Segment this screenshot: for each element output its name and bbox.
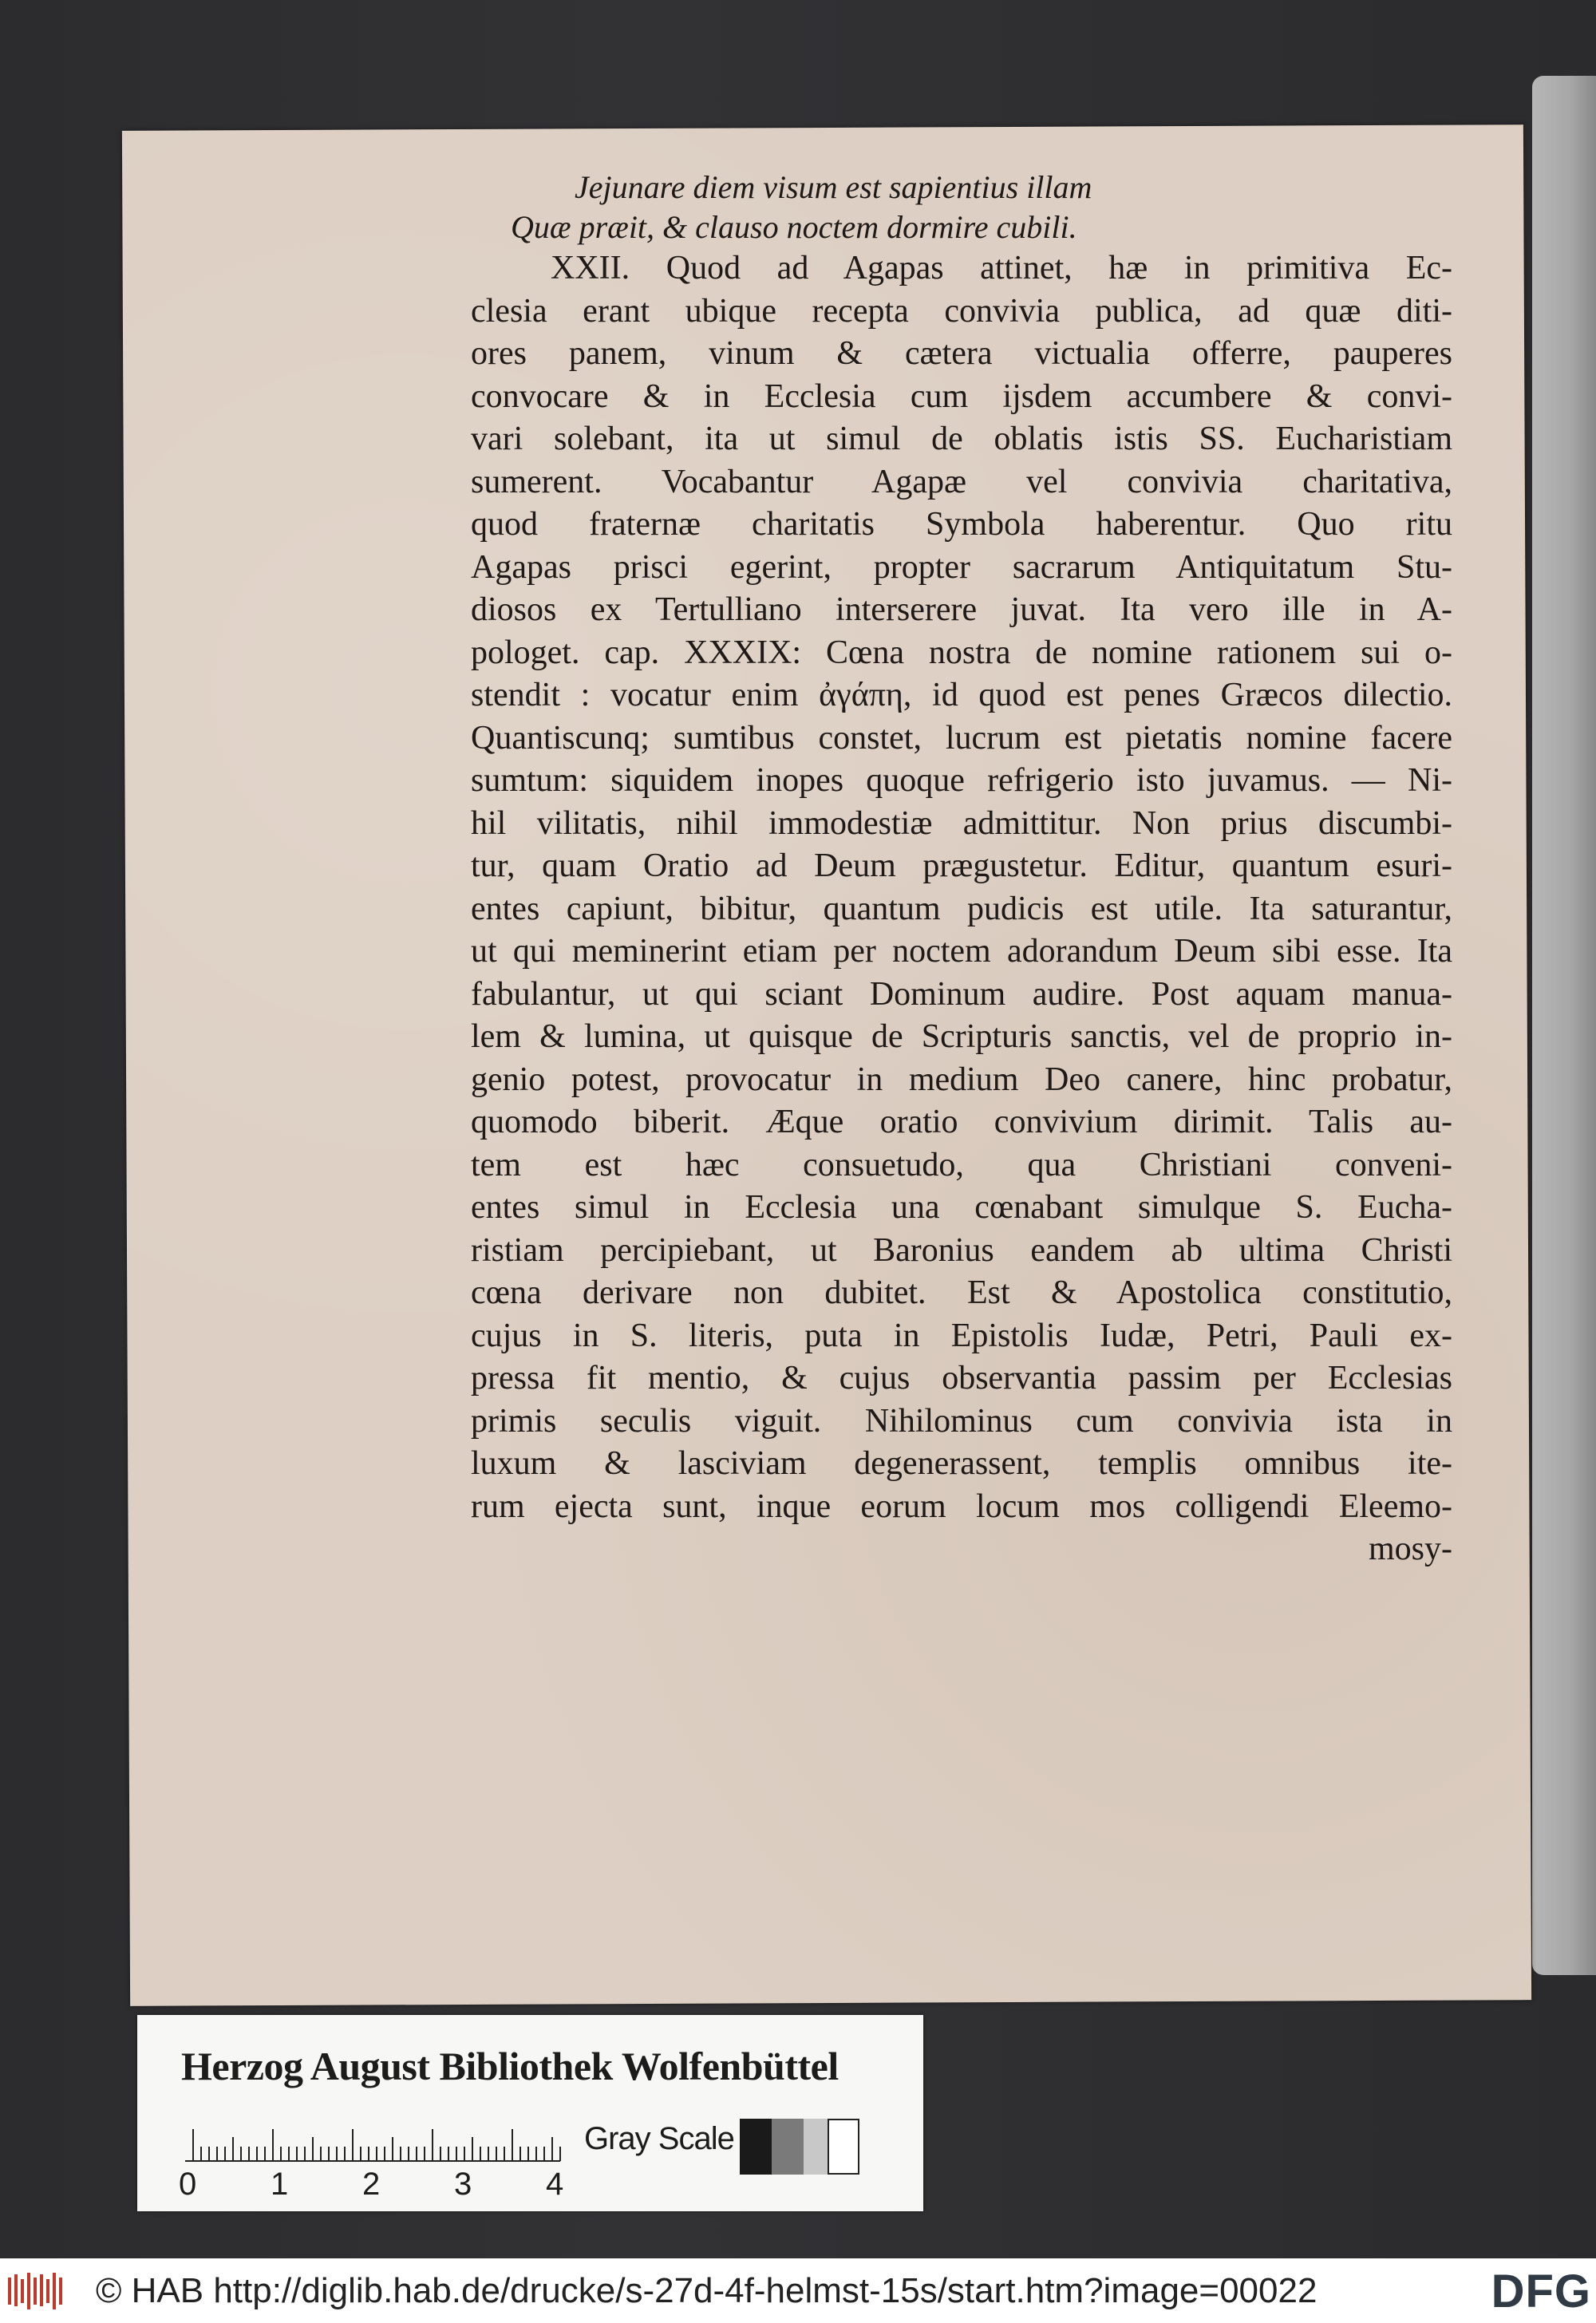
text-line: quod fraternæ charitatis Symbola haberentur. Quo ritu xyxy=(471,506,1452,543)
text-line: diosos ex Tertulliano interserere juvat. Ita vero ille in A- xyxy=(471,591,1452,628)
text-line: convocare & in Ecclesia cum ijsdem accumbere & convi- xyxy=(471,377,1452,415)
text-line: cœna derivare non dubitet. Est & Apostolica constitutio, xyxy=(471,1274,1452,1311)
verse-line-1: Jejunare diem visum est sapientius illam xyxy=(575,169,1092,205)
text-line: entes simul in Ecclesia una cœnabant simulque S. Eucha- xyxy=(471,1189,1452,1226)
text-line: ores panem, vinum & cætera victualia offerre, pauperes xyxy=(471,335,1452,372)
gray-swatch-black xyxy=(740,2119,772,2175)
text-line: luxum & lasciviam degenerassent, templis omnibus ite- xyxy=(471,1445,1452,1482)
text-line: primis seculis viguit. Nihilominus cum convivia ista in xyxy=(471,1402,1452,1440)
body-paragraph xyxy=(335,247,1452,1528)
footer-bar xyxy=(0,2258,1596,2323)
verse-line-2: Quæ præit, & clauso noctem dormire cubili. xyxy=(511,209,1077,245)
text-line: vari solebant, ita ut simul de oblatis istis SS. Eucharistiam xyxy=(471,421,1452,457)
text-line: quomodo biberit. Æque oratio convivium dirimit. Talis au- xyxy=(471,1104,1452,1140)
text-line: tur, quam Oratio ad Deum prægustetur. Editur, quantum esuri- xyxy=(471,847,1452,884)
text-line: Agapas prisci egerint, propter sacrarum Antiquitatum Stu- xyxy=(471,548,1452,586)
adjacent-page-edge xyxy=(1532,76,1596,1975)
text-line: sumerent. Vocabantur Agapæ vel convivia charitativa, xyxy=(471,463,1452,500)
text-line: pologet. cap. XXXIX: Cœna nostra de nomine rationem sui o- xyxy=(471,634,1452,671)
ruler-number-0: 0 xyxy=(179,2167,197,2202)
text-line: hil vilitatis, nihil immodestiæ admittitur. Non prius discumbi- xyxy=(471,804,1452,842)
dfg-logo: DFG xyxy=(1491,2266,1591,2317)
barcode-logo-icon xyxy=(8,2273,72,2309)
library-title: Herzog August Bibliothek Wolfenbüttel xyxy=(181,2044,839,2088)
text-line: Quantiscunq; sumtibus constet, lucrum est pietatis nomine facere xyxy=(471,719,1452,757)
ruler-number-1: 1 xyxy=(271,2167,289,2202)
gray-swatch-dark xyxy=(772,2119,804,2175)
text-line: entes capiunt, bibitur, quantum pudicis est utile. Ita saturantur, xyxy=(471,890,1452,927)
text-line: ristiam percipiebant, ut Baronius eandem ab ultima Christi xyxy=(471,1231,1452,1269)
text-line: lem & lumina, ut quisque de Scripturis sanctis, vel de proprio in- xyxy=(471,1018,1452,1055)
gray-swatch-white xyxy=(828,2119,859,2175)
text-line: XXII. Quod ad Agapas attinet, hæ in primitiva Ec- xyxy=(551,250,1452,286)
text-line: genio potest, provocatur in medium Deo canere, hinc probatur, xyxy=(471,1061,1452,1098)
text-line: ut qui meminerint etiam per noctem adorandum Deum sibi esse. Ita xyxy=(471,933,1452,970)
ruler-number-3: 3 xyxy=(454,2167,472,2202)
text-line: sumtum: siquidem inopes quoque refrigerio isto juvamus. — Ni- xyxy=(471,762,1452,799)
ruler-number-2: 2 xyxy=(362,2167,381,2202)
ruler-number-4: 4 xyxy=(546,2167,564,2202)
text-line: rum ejecta sunt, inque eorum locum mos colligendi Eleemo- xyxy=(471,1487,1452,1525)
catchword: mosy- xyxy=(1369,1531,1452,1567)
text-line: tem est hæc consuetudo, qua Christiani conveni- xyxy=(471,1146,1452,1183)
library-color-card xyxy=(137,2015,923,2211)
text-line: stendit : vocatur enim ἀγάπη, id quod est penes Græcos dilectio. xyxy=(471,677,1452,713)
copyright-url-link[interactable]: © HAB http://diglib.hab.de/drucke/s-27d-4f-helmst-15s/start.htm?image=00022 xyxy=(96,2271,1317,2310)
gray-scale-label: Gray Scale xyxy=(584,2121,734,2156)
text-line: pressa fit mentio, & cujus observantia passim per Ecclesias xyxy=(471,1360,1452,1397)
page-text xyxy=(335,168,1452,1571)
gray-swatch-light xyxy=(804,2119,828,2175)
text-line: fabulantur, ut qui sciant Dominum audire. Post aquam manua- xyxy=(471,975,1452,1013)
text-line: cujus in S. literis, puta in Epistolis Iudæ, Petri, Pauli ex- xyxy=(471,1317,1452,1354)
text-line: clesia erant ubique recepta convivia publica, ad quæ diti- xyxy=(471,292,1452,330)
